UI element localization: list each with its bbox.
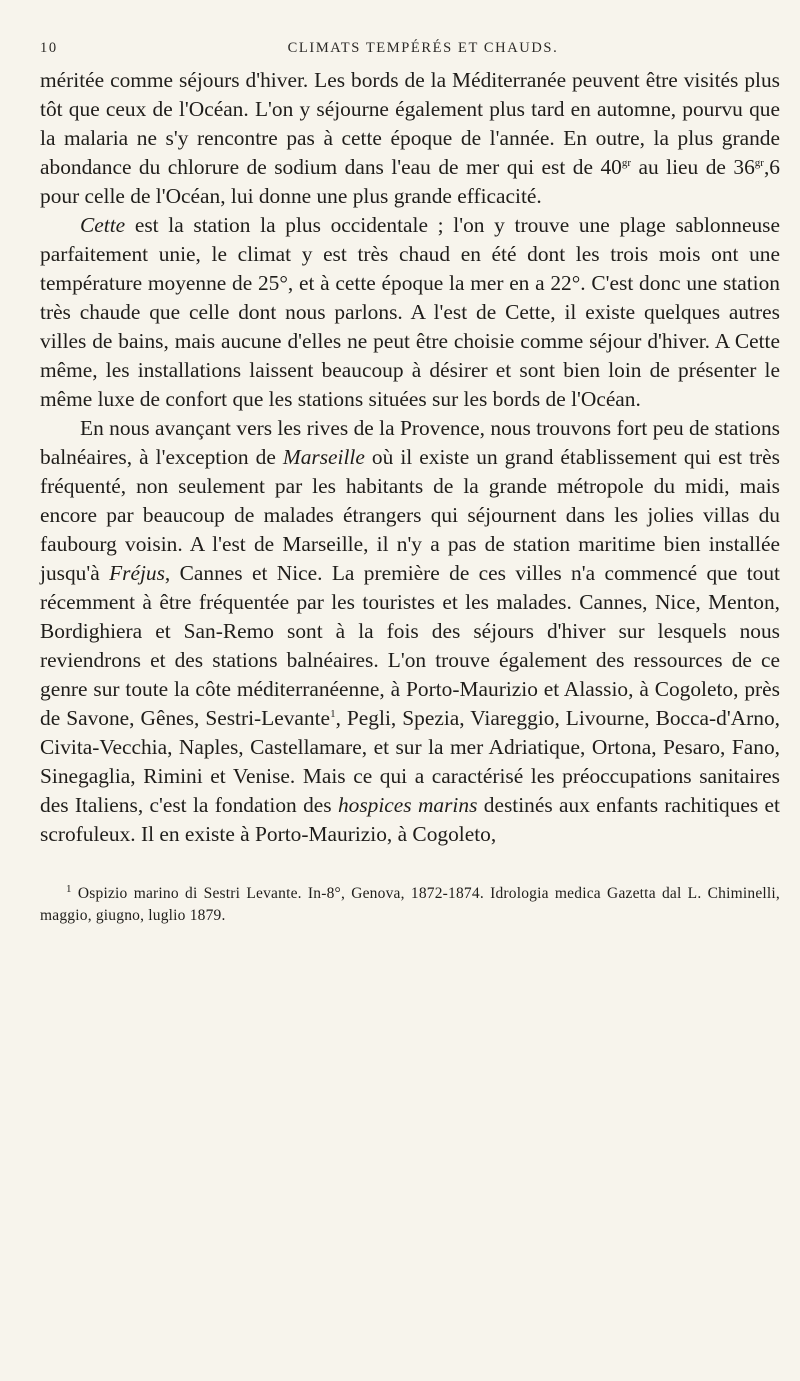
italic-term: hospices marins <box>337 793 478 817</box>
running-head <box>40 30 780 66</box>
paragraph-1 <box>40 66 780 211</box>
paragraph-text: méritée comme séjours d'hiver. Les bords de la Méditerranée peuvent être visités plus tôt que ceux de l'Océan. L'on y séjourne également plus tard en automne, pourvu que la malaria ne s'y rencontre pas à cette époque de l'année. En outre, la plus grande abondance du chlorure de sodium dans l'eau de mer qui est de 40 <box>40 68 780 179</box>
paragraph-3 <box>40 414 780 849</box>
spacer <box>40 849 780 867</box>
book-page <box>40 30 780 942</box>
paragraph-text: où il existe un grand établissement qui est très fréquenté, non seulement par les habitants de la grande métropole du midi, mais encore par beaucoup de malades étrangers qui séjournent dans les jolies villas du faubourg voisin. A l'est de Marseille, il n'y a pas de station maritime bien installée jusqu'à <box>40 445 780 585</box>
italic-term: Marseille <box>282 445 365 469</box>
paragraph-text: , Pegli, Spezia, Viareggio, Livourne, Bocca-d'Arno, Civita-Vecchia, Naples, Castellamare, et sur la mer Adriatique, Ortona, Pesaro, Fano, Sinegaglia, Rimini et Venise. Mais ce qui a caractérisé les préoccupations sanitaires des Italiens, c'est la fondation des <box>40 706 780 817</box>
superscript-unit: gr <box>754 156 764 169</box>
paragraph-text: , Cannes et Nice. La première de ces villes n'a commencé que tout récemment à être fréquentée par les touristes et les malades. Cannes, Nice, Menton, Bordighiera et San-Remo sont à la fois des séjours d'hiver sur lesquels nous reviendrons et des stations balnéaires. L'on trouve également des ressources de ce genre sur toute la côte méditerranéenne, à Porto-Maurizio et Alassio, à Cogoleto, près de Savone, Gênes, Sestri-Levante <box>40 561 780 730</box>
paragraph-text: au lieu de 36 <box>631 155 755 179</box>
paragraph-text: est la station la plus occidentale ; l'on y trouve une plage sablonneuse parfaitement unie, le climat y est très chaud en été dont les trois mois ont une température moyenne de 25°, et à cette époque la mer en a 22°. C'est donc une station très chaude que celle dont nous parlons. A l'est de Cette, il existe quelques autres villes de bains, mais aucune d'elles ne peut être choisie comme séjour d'hiver. A Cette même, les installations laissent beaucoup à désirer et sont bien loin de présenter le même luxe de confort que les stations situées sur les bords de l'Océan. <box>40 213 780 411</box>
footnote-text: Ospizio marino di Sestri Levante. In-8°, Genova, 1872-1874. Idrologia medica Gazetta dal L. Chiminelli, maggio, giugno, luglio 1879. <box>40 884 780 924</box>
page-number: 10 <box>40 40 58 56</box>
body-text <box>40 66 780 849</box>
footnote-reference: 1 <box>330 707 336 720</box>
italic-term: Cette <box>80 213 126 237</box>
superscript-unit: gr <box>621 156 632 169</box>
running-title: CLIMATS TEMPÉRÉS ET CHAUDS. <box>287 40 559 56</box>
paragraph-text: destinés aux enfants rachitiques et scrofuleux. Il en existe à Porto-Maurizio, à Cogoleto, <box>40 793 780 846</box>
paragraph-text: ,6 pour celle de l'Océan, lui donne une plus grande efficacité. <box>40 155 780 208</box>
paragraph-2 <box>40 211 780 414</box>
footnote <box>40 883 780 927</box>
footnote-marker: 1 <box>66 882 72 895</box>
italic-term: Fréjus <box>109 561 165 585</box>
paragraph-text: En nous avançant vers les rives de la Provence, nous trouvons fort peu de stations balnéaires, à l'exception de <box>40 416 780 469</box>
